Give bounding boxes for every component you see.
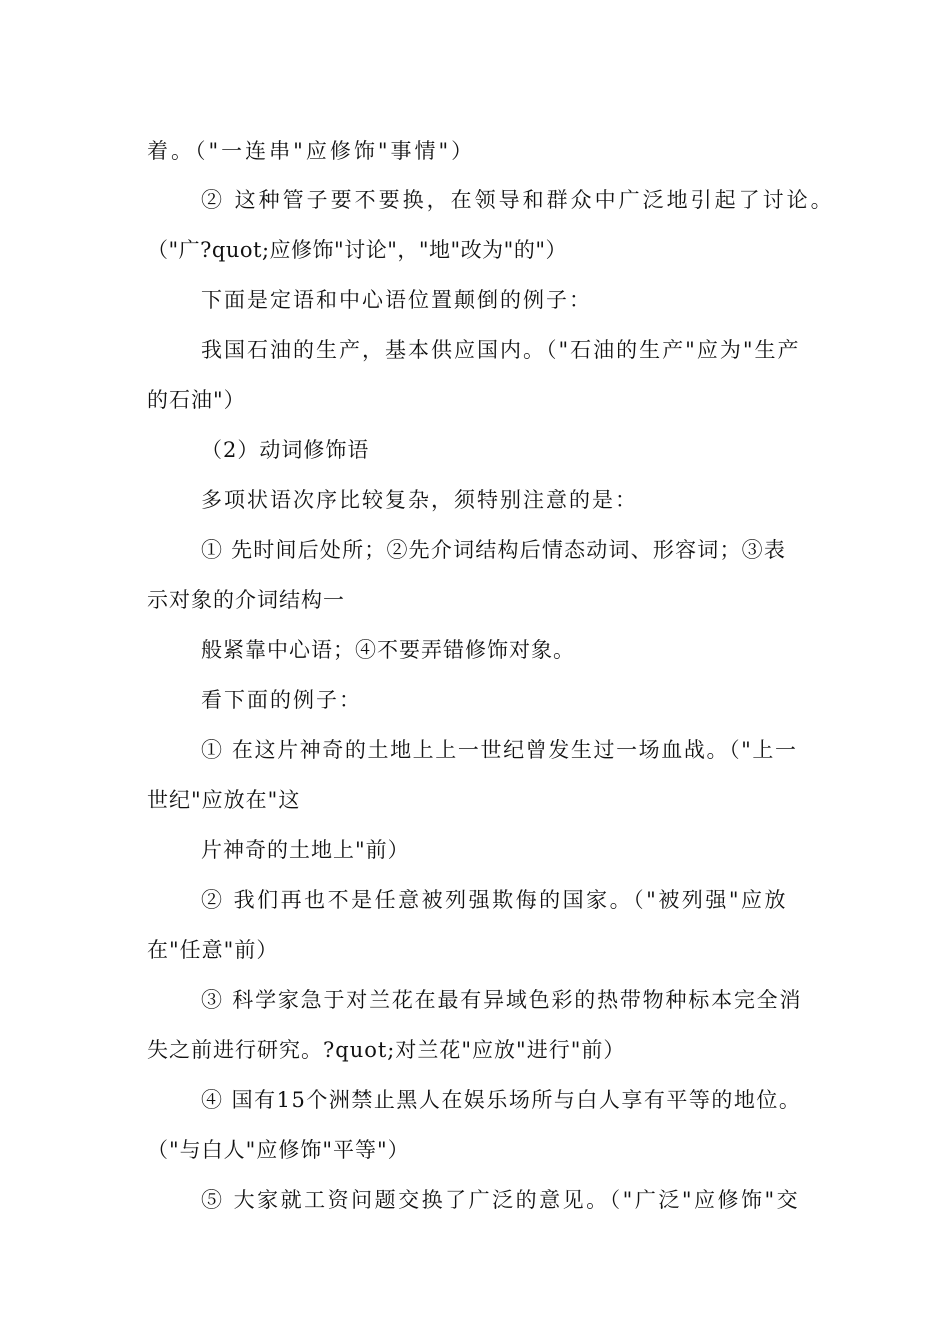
text-line: （"与白人"应修饰"平等"）: [147, 1138, 410, 1162]
text-line: 的石油"）: [147, 388, 246, 412]
section-heading: （2）动词修饰语: [201, 438, 370, 462]
text-line: 在"任意"前）: [147, 938, 279, 962]
text-line: 下面是定语和中心语位置颠倒的例子：: [201, 288, 592, 312]
text-line: 示对象的介词结构一: [147, 588, 345, 612]
text-line: 般紧靠中心语；④不要弄错修饰对象。: [201, 638, 575, 662]
text-line: 着。（"一连串"应修饰"事情"）: [147, 139, 476, 163]
text-line: ⑤ 大家就工资问题交换了广泛的意见。（"广泛"应修饰"交: [201, 1188, 801, 1212]
text-line: ① 在这片神奇的土地上上一世纪曾发生过一场血战。（"上一: [201, 738, 798, 762]
text-line: ④ 国有15个洲禁止黑人在娱乐场所与白人享有平等的地位。: [201, 1088, 802, 1112]
text-line: ③ 科学家急于对兰花在最有异域色彩的热带物种标本完全消: [201, 988, 803, 1012]
text-line: 多项状语次序比较复杂，须特别注意的是：: [201, 488, 638, 512]
text-line: 我国石油的生产，基本供应国内。（"石油的生产"应为"生产: [201, 338, 801, 362]
text-line: ① 先时间后处所；②先介词结构后情态动词、形容词；③表: [201, 538, 787, 562]
text-line: 看下面的例子：: [201, 688, 362, 712]
text-line: （"广?quot;应修饰"讨论"，"地"改为"的"）: [147, 238, 567, 262]
text-line: 失之前进行研究。?quot;对兰花"应放"进行"前）: [147, 1038, 626, 1062]
text-line: ② 我们再也不是任意被列强欺侮的国家。（"被列强"应放: [201, 888, 788, 912]
text-line: 片神奇的土地上"前）: [201, 838, 410, 862]
text-line: 世纪"应放在"这: [147, 788, 301, 812]
text-line: ② 这种管子要不要换，在领导和群众中广泛地引起了讨论。: [201, 188, 835, 212]
